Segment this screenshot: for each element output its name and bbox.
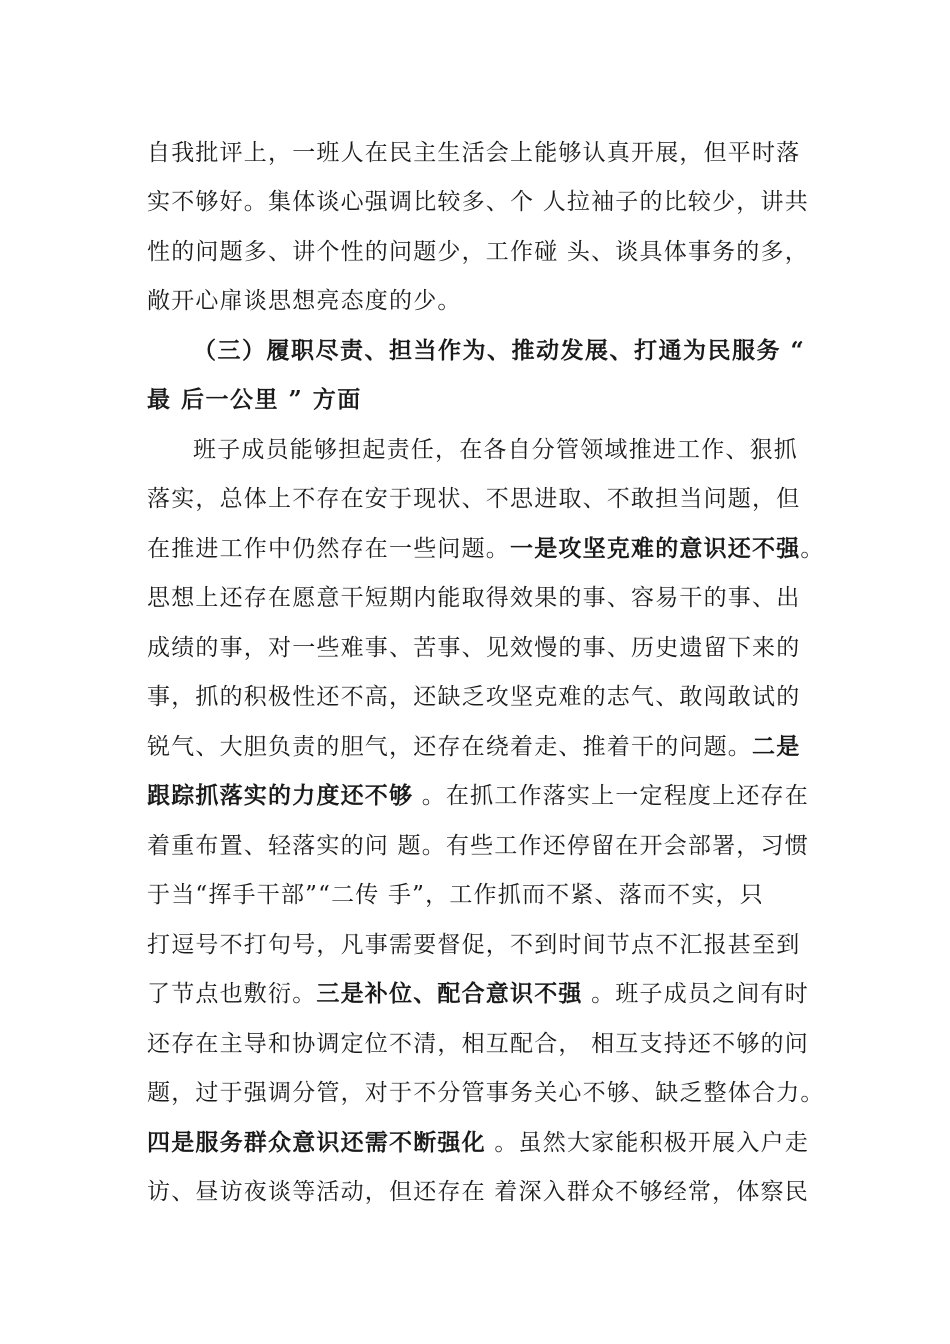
paragraph-line: [147, 1128, 809, 1158]
text-line: 自我批评上，一班人在民主生活会上能够认真开展，但平时落: [147, 140, 801, 166]
text-line: 实不够好。集体谈心强调比较多、个 人拉袖子的比较少，讲共: [147, 189, 809, 215]
point-four-bold: 四是服务群众意识还需不断强化: [147, 1129, 486, 1156]
point-two-bold: 二是: [752, 733, 801, 760]
paragraph-line: 着重布置、轻落实的问 题。有些工作还停留在开会部署，习惯: [147, 833, 809, 859]
paragraph-text: 。在抓工作落实上一定程度上还存在: [413, 783, 809, 809]
paragraph-text: 在推进工作中仍然存在一些问题。: [147, 536, 510, 562]
paragraph-line: 题，过于强调分管，对于不分管事务关心不够、缺乏整体合力。: [147, 1080, 825, 1106]
paragraph-line: 事，抓的积极性还不高，还缺乏攻坚克难的志气、敢闯敢试的: [147, 684, 801, 710]
paragraph-line: 于当“挥手干部”“二传 手”，工作抓而不紧、落而不实，只: [147, 882, 764, 908]
paragraph-line: [147, 732, 800, 762]
paragraph-text: 。: [800, 536, 825, 562]
paragraph-line: 落实，总体上不存在安于现状、不思进取、不敢担当问题，但: [147, 486, 801, 512]
paragraph-line: [147, 979, 809, 1009]
section-heading-continued: 最 后一公里 ” 方面: [147, 386, 362, 413]
paragraph-line: 打逗号不打句号，凡事需要督促，不到时间节点不汇报甚至到: [147, 932, 801, 958]
section-heading: （三）履职尽责、担当作为、推动发展、打通为民服务 “: [193, 337, 806, 364]
point-two-bold: 跟踪抓落实的力度还不够: [147, 782, 414, 809]
paragraph-line: 班子成员能够担起责任，在各自分管领域推进工作、狠抓: [193, 437, 798, 463]
paragraph-line: 思想上还存在愿意干短期内能取得效果的事、容易干的事、出: [147, 585, 801, 611]
point-three-bold: 三是补位、配合意识不强: [316, 980, 583, 1007]
paragraph-line: 成绩的事，对一些难事、苦事、见效慢的事、历史遗留下来的: [147, 635, 801, 661]
paragraph-text: 。班子成员之间有时: [582, 981, 809, 1007]
paragraph-line: 还存在主导和协调定位不清，相互配合， 相互支持还不够的问: [147, 1031, 809, 1057]
paragraph-text: 了节点也敷衍。: [147, 981, 317, 1007]
text-line: 敞开心扉谈思想亮态度的少。: [147, 288, 462, 314]
paragraph-text: 。虽然大家能积极开展入户走: [485, 1130, 809, 1156]
paragraph-text: 锐气、大胆负责的胆气，还存在绕着走、推着干的问题。: [147, 734, 752, 760]
point-one-bold: 一是攻坚克难的意识还不强: [510, 535, 801, 562]
paragraph-line: [147, 534, 825, 564]
paragraph-line: [147, 781, 809, 811]
paragraph-line: 访、昼访夜谈等活动，但还存在 着深入群众不够经常，体察民: [147, 1179, 809, 1205]
text-line: 性的问题多、讲个性的问题少，工作碰 头、谈具体事务的多，: [147, 239, 809, 265]
